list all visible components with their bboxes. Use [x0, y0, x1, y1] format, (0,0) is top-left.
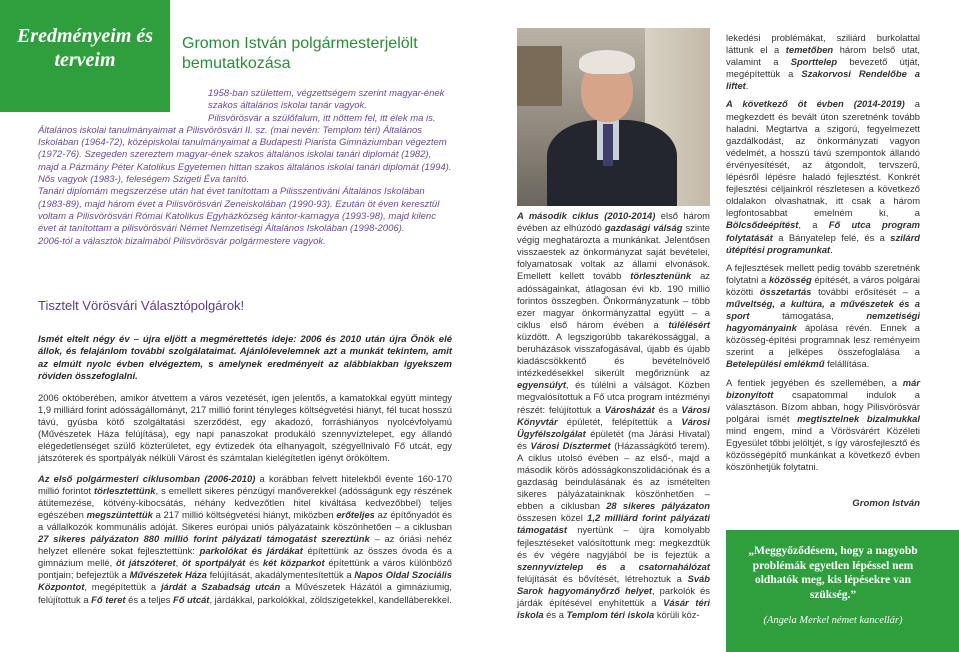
section-title: Eredményeim és terveim: [16, 25, 154, 71]
quote-box: [726, 530, 959, 652]
intro-line-3: Általános iskolai tanulmányaimat a Pilisvörösvári II. sz. (mai nevén: Templom téri) Általános Iskolában (1964-72), középiskolai tanulmányaimat a Budapesti Piarista Gimnáziumban végeztem (1972-76). Szegeden szereztem magyar-ének szakos általános iskolai tanári diplomát (1982), majd a Pázmány Péter Katolikus Egyetemen hittan szakos általános iskolai tanári diplomát (1994). Nős vagyok (1983-), feleségem Szigeti Éva tanító.: [38, 124, 452, 186]
candidate-portrait-photo: [517, 28, 710, 206]
col2-paragraph: A második ciklus (2010-2014) első három évében az elhúzódó gazdasági válság szinte végig meghatározta a munkánkat. Jelentősen visszaestek az önkormányzat saját bevételei, folyamatosak voltak az állami elvonások. Emellett kellett tovább törlesztenünk az adósságainkat, átlagosan évi kb. 190 millió forintos összegben. Önkormányzatunk – több ezer magyar önkormányzattal együtt – a ciklus első három évében a túlélésért küzdött. A legszigorúbb takarékossággal, a beruházások visszafogásával, újabb és újabb kiadáscsökkentő és bevételnövelő intézkedésekkel sikerült megőriznünk az egyensúlyt, és túlélni a válságot. Közben megvalósítottuk a Fő utca program intézményi részét: felújítottuk a Városházát és a Városi Könyvtár épületét, felépítettük a Városi Ügyfélszolgálat épületét (ma Járási Hivatal) és Városi Dísztermet (Házasságkötő terem). A ciklus utolsó évében – az első-, majd a második körös adósságkonszolidációnak és a gazdaság beindulásának és az ismételten sikeres pályázatainknak köszönhetően – ebben a ciklusban 28 sikeres pályázaton összesen közel 1,2 milliárd forint pályázati támogatást nyertünk – újra komolyabb fejlesztéseket valósítottunk meg: megkezdtük és év végére nagyjából be is fejeztük a szennyvíztelep és a csatornahálózat felújítását és bővítését, létrehoztuk a Sváb Sarok hagyományőrző helyet, parkolók és járdák építésével enyhítettük a Vásár téri iskola és a Templom téri iskola körüli köz-: [517, 210, 710, 621]
col1-paragraph-2: Az első polgármesteri ciklusomban (2006-2010) a korábban felvett hitelekből évente 160-170 millió forintot törlesztettünk, s emellett sikeres pénzügyi manőverekkel (adósságunk egy részének átütemezése, kötvény-kibocsátás, néhány kedvezőtlen hitel kiváltása kedvezőbbel) teljes egészében megszüntettük a 217 millió költségvetési hiányt, miközben erőteljes az építőnyadót és a vállalkozók kommunális adóját. Sikeres európai uniós pályázataink köszönhetően – a ciklusban 27 sikeres pályázaton 880 millió forint pályázati támogatást szereztünk – az óriási nehéz helyzet ellenére sokat fejlesztettünk: parkolókat és járdákat építettünk az összes óvoda és a gimnázium mellé, öt játszóteret, öt sportpályát és két közparkot építettünk a város különböző pontjain; befejeztük a Művészetek Háza felújítását, akadálymentesítettük a Napos Oldal Szociális Központot, megépítettük a járdát a Szabadság utcán a Művészetek Házától a gimnáziumig, felújítottuk a Fő teret és a teljes Fő utcát, járdákkal, parkolókkal, zöldszigetekkel, kandelláberekkel.: [38, 472, 453, 605]
signature: Gromon István: [852, 498, 920, 509]
body-column-3: [726, 32, 920, 479]
col3-paragraph-4: A fentiek jegyében és szellemében, a már bizonyított csapatommal indulok a választáson. Bízom abban, hogy Pilisvörösvár polgárai ismét megtisztelnek bizalmukkal mind engem, mind a Vörösvárért Közéleti Egyesület tőbbi jelöltjét, s így városfejlesztő és közösségépítő munkánkat a következő évben köszönhetjük folytatni.: [726, 376, 920, 473]
body-column-2: [517, 210, 710, 627]
article-heading: Gromon István polgármesterjelölt bemutatkozása: [182, 35, 418, 72]
quote-text: „Meggyőződésem, hogy a nagyobb problémák egyetlen lépéssel nem oldhatók meg, kis lépésekre van szükség.”: [748, 545, 918, 601]
salutation: Tisztelt Vörösvári Választópolgárok!: [38, 298, 245, 313]
intro-line-1: 1958-ban születtem, végzettségem szerint magyar-ének szakos általános iskolai tanár vagyok.: [208, 88, 445, 112]
col3-paragraph-1: lekedési problémákat, sziliárd burkolattal láttunk el a temetőben három belső utat, valamint a Sporttelep bevezető útját, megépítettük a Szakorvosi Rendelőbe a liftet.: [726, 32, 920, 92]
col1-paragraph-1: 2006 októberében, amikor átvettem a város vezetését, igen jelentős, a kamatokkal együtt mintegy 1,9 milliárd forint adósságállományt, 217 millió forint tényleges költségvetési hiányt, fél tucat hosszú távú, gyúsba kötő szolgáltatási szerződést, egy akadozó, forráshiányos nyolcévfolyamú (Művészetek Háza felújítása), egy napi panaszokat produkáló szennyvíztelepet, egy állandó elégedetlenséget szülő közterületet, egy évtizedek óta elhanyagolt, szégyellnivaló Fő utcát, egy játszóterek és sportpályák nélküli Várost és számtalan kielégítetlen igényt örököltem.: [38, 392, 452, 464]
lead-paragraph: Ismét eltelt négy év – újra eljött a megmérettetés ideje: 2006 és 2010 után újra Önök elé állok, és felajánlom további szolgálataimat. Ajánlólevelemnek azt a munkát tekintem, amit az elmúlt nyolc évben elvégeztem, s amelynek eredményeit az alábbiakban igyekszem röviden összefoglalni.: [38, 334, 452, 382]
intro-line-2: Pilisvörösvár a szülőfalum, itt nőttem fel, itt élek ma is.: [208, 112, 436, 124]
intro-line-4: Tanári diplomám megszerzése után hat évet tanítottam a Pilisszentiváni Általános Iskolában (1983-89), majd három évet a Pilisvörösvári Zeneiskolában (1990-93). Ezután öt éven keresztül voltam a Pilisvörösvári Római Katolikus Egyházközség kántor-karnagya (1993-98), majd kilenc évet át tanítottam a pilisvörösvári Német Nemzetiségi Általános Iskolában (1998-2006).: [38, 186, 440, 235]
intro-bio: [38, 88, 452, 248]
quote-author: (Angela Merkel német kancellár): [763, 615, 903, 626]
col3-paragraph-2: A következő öt évben (2014-2019) a megkezdett és bevált úton szeretnénk tovább haladni. Megtartva a szigorú, fegyelmezett gazdálkodást, az önkormányzati vagyon védelmét, a hosszú távú szempontok állandó érvényesítését, az átgondolt, tervszerű, lépésről lépésre haladó fejlesztést. Konkrét fejlesztési céljainkról részletesen a következő oldalakon olvashatnak, itt csak a három legfontosabbat emelném ki, a Bölcsődeépítést, a Fő utca program folytatását a Bányatelep felé, és a szilárd útépítési programunkat.: [726, 98, 921, 255]
col3-paragraph-3: A fejlesztések mellett pedig tovább szeretnénk folytatni a közösség építését, a város polgárai közötti összetartás további erősítését – a műveltség, a kultúra, a művészetek és a sport támogatása, nemzetiségi hagyományaink ápolása révén. Ennek a közösség-építési programnak lesz reményeim szerint a jelképes összefoglalása a Betelepülési emlékmű felállítása.: [726, 261, 920, 370]
intro-line-5: 2006-tól a választók bizalmából Pilisvörösvár polgármestere vagyok.: [38, 235, 326, 247]
body-column-1: [38, 392, 452, 614]
